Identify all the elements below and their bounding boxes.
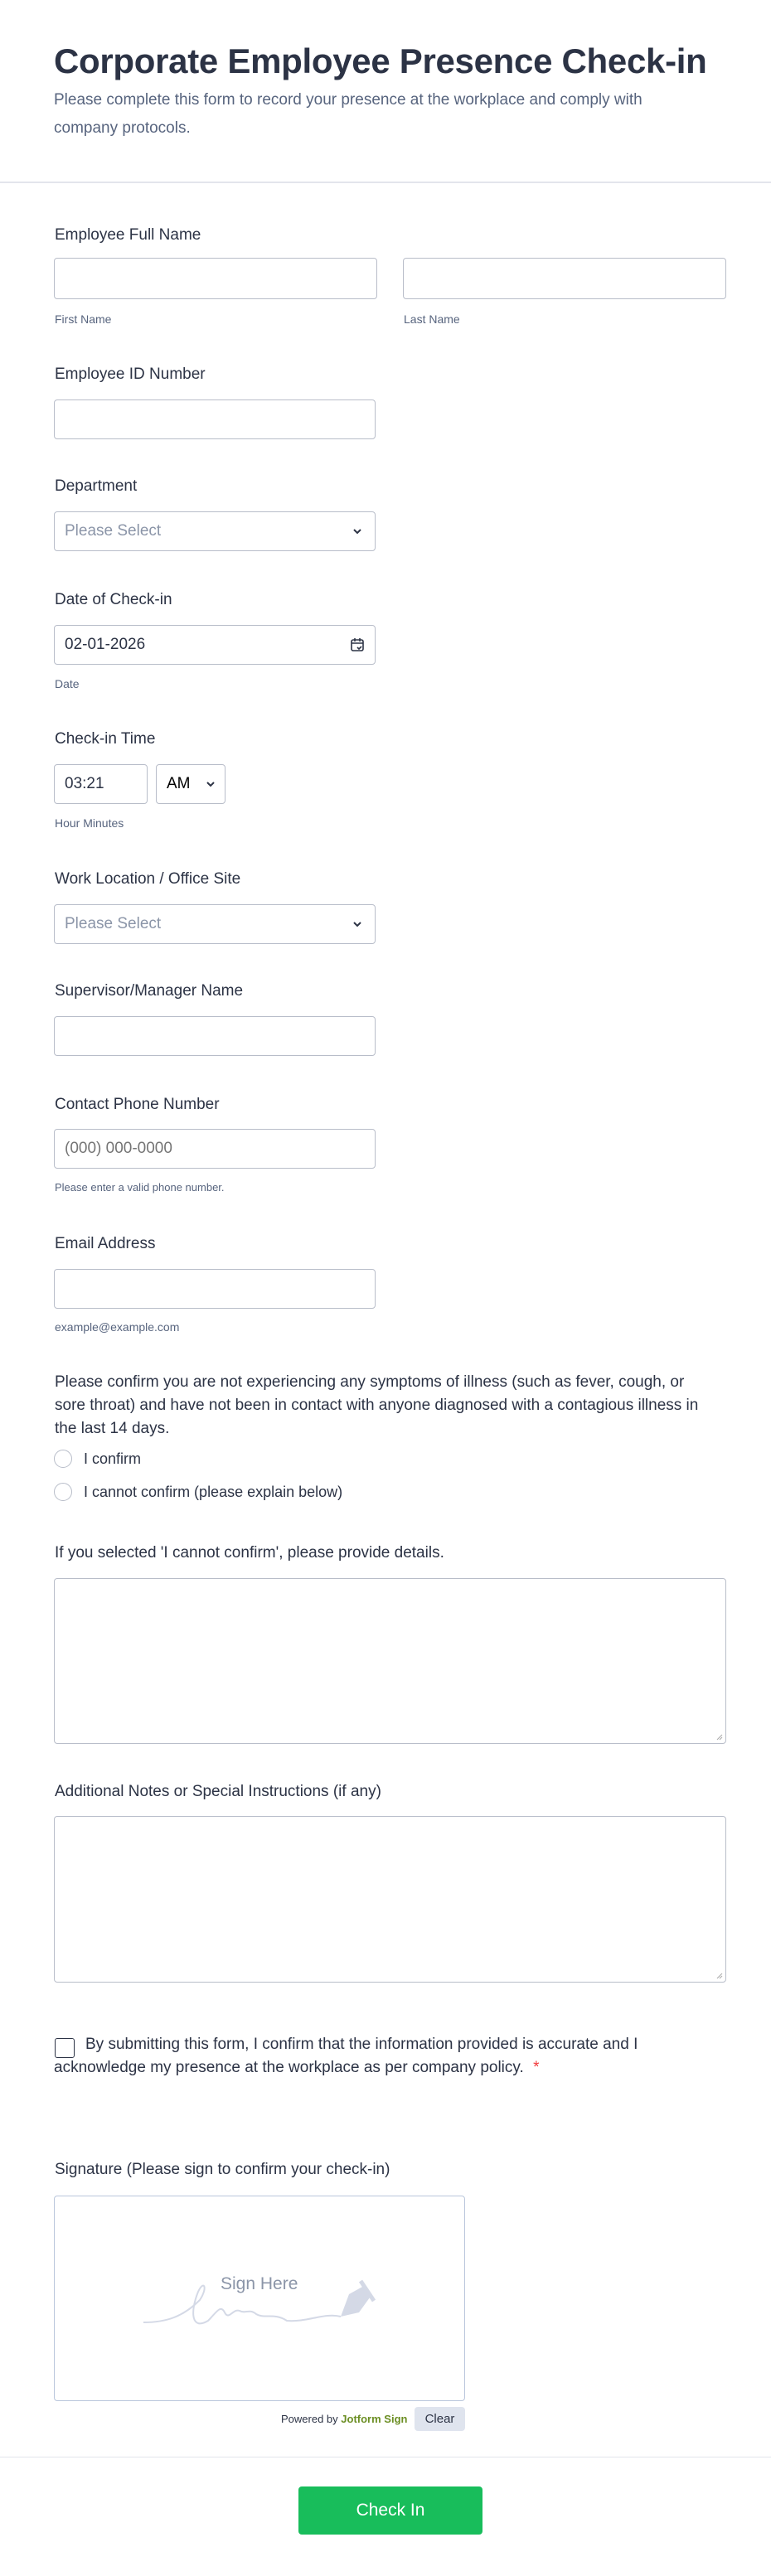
radio-label-cannot-confirm: I cannot confirm (please explain below) <box>84 1484 343 1500</box>
resize-handle-icon[interactable] <box>716 1973 723 1979</box>
agreement-text: By submitting this form, I confirm that the information provided is accurate and I acknowledge my presence at the workplace as per company policy. <box>54 2036 638 2076</box>
date-value: 02-01-2026 <box>65 636 146 653</box>
date-sublabel: Date <box>55 677 80 690</box>
required-asterisk: * <box>533 2059 540 2076</box>
department-select[interactable] <box>54 511 376 551</box>
supervisor-input[interactable] <box>54 1016 376 1056</box>
department-placeholder: Please Select <box>65 522 162 540</box>
radio-i-confirm[interactable] <box>54 1450 72 1468</box>
ampm-select[interactable] <box>156 764 225 804</box>
time-sublabel: Hour Minutes <box>55 816 124 830</box>
last-name-sublabel: Last Name <box>404 312 460 326</box>
employee-id-label: Employee ID Number <box>55 366 206 383</box>
location-label: Work Location / Office Site <box>55 870 241 888</box>
phone-input[interactable] <box>54 1129 376 1169</box>
check-in-button[interactable]: Check In <box>298 2486 482 2535</box>
chevron-down-icon <box>352 918 363 930</box>
location-select[interactable] <box>54 904 376 944</box>
details-textarea[interactable] <box>54 1578 726 1744</box>
resize-handle-icon[interactable] <box>716 1734 723 1741</box>
full-name-label: Employee Full Name <box>55 226 201 244</box>
details-label: If you selected 'I cannot confirm', please provide details. <box>55 1544 444 1562</box>
jotform-sign-brand[interactable]: Jotform Sign <box>341 2413 408 2425</box>
notes-label: Additional Notes or Special Instructions (if any) <box>55 1783 381 1800</box>
email-label: Email Address <box>55 1235 156 1252</box>
ampm-value: AM <box>167 775 191 792</box>
first-name-sublabel: First Name <box>55 312 112 326</box>
time-label: Check-in Time <box>55 730 156 748</box>
first-name-input[interactable] <box>54 258 377 299</box>
email-sublabel: example@example.com <box>55 1320 180 1334</box>
health-question: Please confirm you are not experiencing any symptoms of illness (such as fever, cough, or sore throat) and have not been in contact with anyone diagnosed with a contagious illness in the last 14 days. <box>55 1373 699 1437</box>
date-input[interactable] <box>54 625 376 665</box>
location-placeholder: Please Select <box>65 915 162 932</box>
date-label: Date of Check-in <box>55 591 172 608</box>
supervisor-label: Supervisor/Manager Name <box>55 982 244 1000</box>
clear-signature-button[interactable]: Clear <box>415 2407 465 2431</box>
signature-label: Signature (Please sign to confirm your check-in) <box>55 2161 390 2178</box>
email-input[interactable] <box>54 1269 376 1309</box>
time-input[interactable]: 03:21 <box>54 764 148 804</box>
form-subtitle: Please complete this form to record your presence at the workplace and comply with company protocols. <box>54 91 642 137</box>
phone-sublabel: Please enter a valid phone number. <box>55 1181 225 1194</box>
chevron-down-icon <box>205 778 216 790</box>
calendar-icon[interactable] <box>350 637 365 652</box>
header-divider <box>0 182 771 183</box>
chevron-down-icon <box>352 525 363 537</box>
agreement-text-wrapper <box>54 2033 651 2080</box>
signature-squiggle-icon <box>142 2271 382 2337</box>
radio-cannot-confirm[interactable] <box>54 1483 72 1501</box>
sign-here-placeholder: Sign Here <box>221 2274 298 2293</box>
signature-pad[interactable] <box>54 2196 465 2401</box>
powered-by-text: Powered by <box>281 2413 338 2425</box>
notes-textarea[interactable] <box>54 1816 726 1983</box>
phone-label: Contact Phone Number <box>55 1096 220 1113</box>
powered-by <box>281 2412 407 2427</box>
form-title: Corporate Employee Presence Check-in <box>54 41 707 80</box>
last-name-input[interactable] <box>403 258 726 299</box>
department-label: Department <box>55 477 138 495</box>
employee-id-input[interactable] <box>54 399 376 439</box>
radio-label-i-confirm: I confirm <box>84 1450 142 1467</box>
